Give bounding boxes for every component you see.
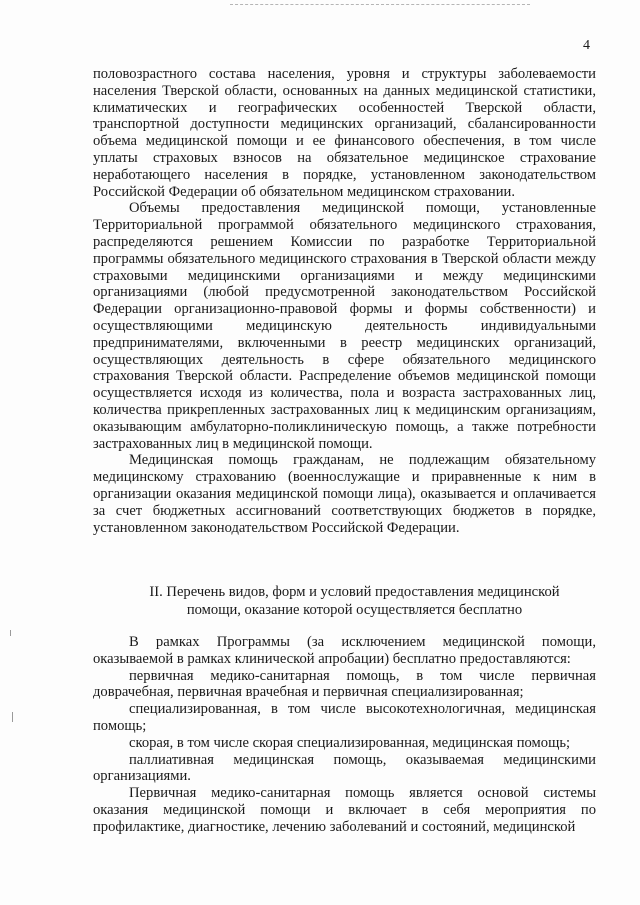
- list-item-specialized-care: специализированная, в том числе высокотехнологичная, медицинская помощь;: [93, 701, 596, 734]
- section-heading: [93, 583, 596, 619]
- list-item-primary-care: первичная медико-санитарная помощь, в том числе первичная доврачебная, первичная врачебная и первичная специализированная;: [93, 667, 596, 701]
- section-heading-line1: II. Перечень видов, форм и условий предоставления медицинской: [149, 584, 560, 600]
- body-text-top: [93, 66, 596, 536]
- list-item-palliative-care: паллиативная медицинская помощь, оказываемая медицинскими организациями.: [93, 751, 596, 785]
- list-item-emergency-care: скорая, в том числе скорая специализированная, медицинская помощь;: [129, 734, 571, 751]
- scan-margin-mark: [10, 630, 11, 636]
- paragraph-program-intro: В рамках Программы (за исключением медицинской помощи, оказываемой в рамках клинической апробации) бесплатно предоставляются:: [93, 634, 596, 667]
- page-number: 4: [583, 38, 590, 53]
- paragraph-continuation: половозрастного состава населения, уровня и структуры заболеваемости населения Тверской области, основанных на данных медицинской статистики, климатических и географических особенностей Тверской области, транспортной доступности медицинских организаций, сбалансированности объема медицинской помощи и ее финансового обеспечения, в том числе уплаты страховых взносов на обязательное медицинское страхование неработающего населения в порядке, установленном законодательством Российской Федерации об обязательном медицинском страховании.: [93, 66, 596, 200]
- scan-margin-mark: [12, 712, 13, 722]
- body-text-bottom: [93, 634, 596, 836]
- paragraph-military-care: Медицинская помощь гражданам, не подлежащим обязательному медицинскому страхованию (военнослужащие и приравненные к ним в организации оказания медицинской помощи лица), оказывается и оплачивается за счет бюджетных ассигнований соответствующих бюджетов в порядке, установленном законодательством Российской Федерации.: [93, 452, 596, 536]
- paragraph-primary-care-definition: Первичная медико-санитарная помощь является основой системы оказания медицинской помощи и включает в себя мероприятия по профилактике, диагностике, лечению заболеваний и состояний, медицинской: [93, 785, 596, 835]
- scan-artifact-line: [230, 4, 530, 8]
- paragraph-volumes: Объемы предоставления медицинской помощи, установленные Территориальной программой обязательного медицинского страхования, распределяются решением Комиссии по разработке Территориальной программы обязательного медицинского страхования в Тверской области между страховыми медицинскими организациями и между медицинскими организациями (любой предусмотренной законодательством Российской Федерации организационно-правовой формы и формы собственности) и осуществляющими медицинскую деятельность индивидуальными предпринимателями, включенными в реестр медицинских организаций, осуществляющих деятельность в сфере обязательного медицинского страхования Тверской области. Распределение объемов медицинской помощи осуществляется исходя из количества, пола и возраста застрахованных лиц, количества прикрепленных застрахованных лиц к медицинским организациям, оказывающим амбулаторно-поликлиническую помощь, а также потребности застрахованных лиц в медицинской помощи.: [93, 200, 596, 452]
- section-heading-line2: помощи, оказание которой осуществляется бесплатно: [186, 602, 523, 618]
